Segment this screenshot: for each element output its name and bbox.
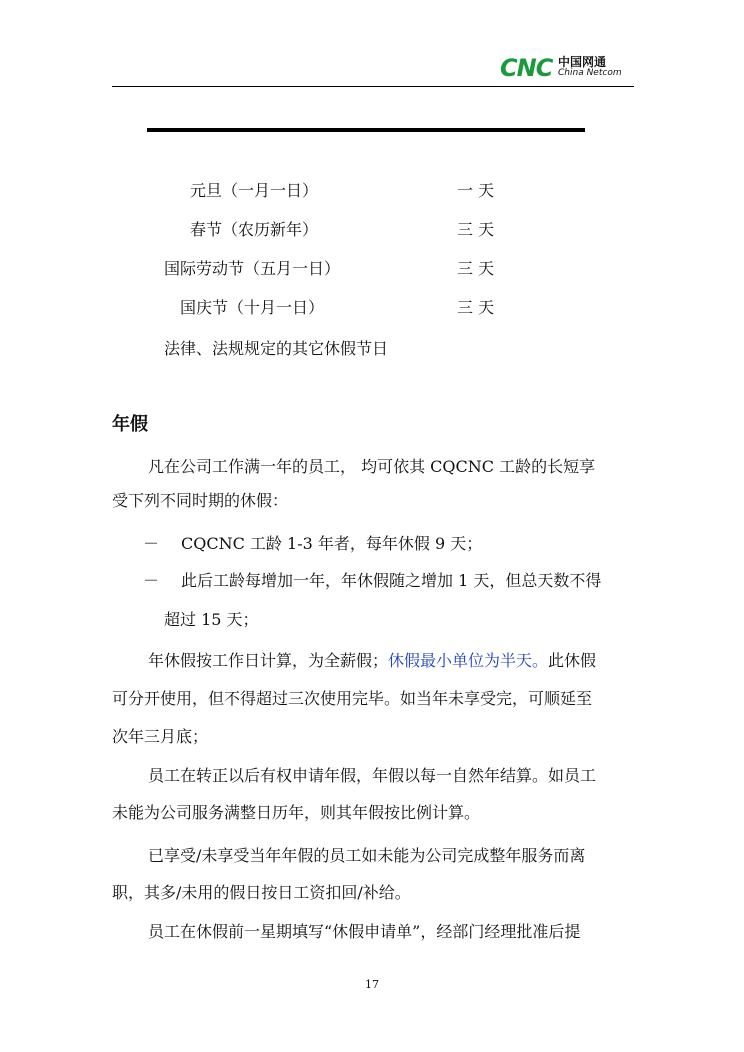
text-run: 此休假 (548, 651, 597, 670)
holiday-days: 一 天 (457, 181, 495, 200)
bullet-text-continued: 超过 15 天； (164, 610, 259, 629)
paragraph-line: 已享受/未享受当年年假的员工如未能为公司完成整年服务而离 (148, 846, 586, 865)
holiday-name: 国庆节（十月一日） (180, 298, 325, 317)
logo-english-name: China Netcom (558, 68, 622, 78)
paragraph-line: 员工在休假前一星期填写“休假申请单”，经部门经理批准后提 (148, 922, 581, 941)
holiday-name: 春节（农历新年） (190, 220, 319, 239)
holiday-name: 国际劳动节（五月一日） (164, 259, 341, 278)
header-rule (112, 86, 634, 87)
holiday-days: 三 天 (457, 220, 495, 239)
logo-chinese-name: 中国网通 (558, 55, 607, 69)
text-run: 年休假按工作日计算，为全薪假； (148, 651, 389, 670)
holiday-other: 法律、法规规定的其它休假节日 (164, 339, 389, 358)
china-netcom-logo (500, 55, 630, 81)
paragraph-line: 次年三月底； (112, 727, 209, 746)
logo-mark: CNC (500, 54, 553, 82)
bullet-text: CQCNC 工龄 1-3 年者，每年休假 9 天； (181, 534, 483, 553)
holiday-days: 三 天 (457, 259, 495, 278)
paragraph-line: 可分开使用，但不得超过三次使用完毕。如当年未享受完，可顺延至 (112, 689, 593, 708)
section-heading: 年假 (112, 414, 148, 435)
paragraph-line: 职，其多/未用的假日按日工资扣回/补给。 (112, 883, 411, 902)
paragraph-line: 受下列不同时期的休假： (112, 491, 289, 510)
section-divider (147, 128, 585, 132)
bullet-marker: － (143, 534, 160, 553)
page-number: 17 (365, 978, 379, 991)
paragraph-line: 员工在转正以后有权申请年假，年假以每一自然年结算。如员工 (148, 766, 597, 785)
highlighted-text: 休假最小单位为半天。 (388, 651, 549, 670)
holiday-name: 元旦（一月一日） (190, 181, 319, 200)
bullet-text: 此后工龄每增加一年，年休假随之增加 1 天，但总天数不得 (181, 571, 602, 590)
paragraph-line: 凡在公司工作满一年的员工， 均可依其 CQCNC 工龄的长短享 (148, 457, 596, 476)
holiday-days: 三 天 (457, 298, 495, 317)
paragraph-line (148, 651, 596, 671)
paragraph-line: 未能为公司服务满整日历年，则其年假按比例计算。 (112, 803, 481, 822)
bullet-marker: － (143, 571, 160, 590)
